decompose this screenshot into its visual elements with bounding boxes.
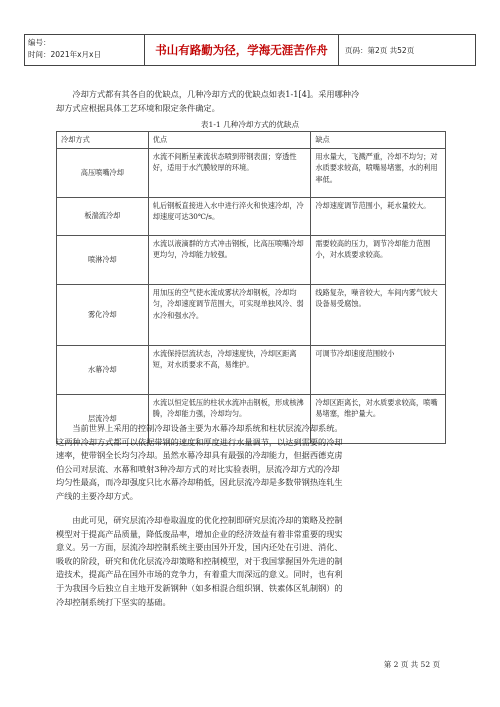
paragraph-significance bbox=[56, 514, 446, 609]
paragraph-line: 于为我国今后独立自主地开发新钢种（如多相混合组织钢、铁素体区轧制钢）的 bbox=[56, 582, 343, 593]
advantage-cell: 水流以液滴群的方式冲击钢板，比高压喷嘴冷却更均匀，冷却能力较强。 bbox=[148, 235, 311, 284]
disadvantage-cell: 需要较高的压力，调节冷却能力范围小，对水质要求较高。 bbox=[311, 235, 446, 284]
paragraph-line: 吸收的阶段，研究和优化层流冷却策略和控制模型，对于我国掌握国外先进的制 bbox=[56, 555, 343, 566]
table-row bbox=[57, 284, 446, 345]
table-caption: 表1-1 几种冷却方式的优缺点 bbox=[200, 120, 300, 129]
table-header-row bbox=[57, 132, 446, 149]
header-meta bbox=[25, 35, 145, 65]
table-row bbox=[57, 235, 446, 284]
header-cell-disadvantages: 缺点 bbox=[311, 132, 446, 149]
disadvantage-cell: 可调节冷却速度范围较小 bbox=[311, 345, 446, 394]
method-cell: 高压喷嘴冷却 bbox=[57, 148, 149, 197]
page-footer: 第 2 页 共 52 页 bbox=[383, 660, 440, 669]
intro-line-1: 冷却方式都有其各自的优缺点，几种冷却方式的优缺点如表1-1[4]。采用哪种冷 bbox=[72, 89, 360, 99]
disadvantage-cell: 用水量大，飞溅严重，冷却不均匀；对水质要求较高，喷嘴易堵塞，水的利用率低。 bbox=[311, 148, 446, 197]
document-number-label: 编号： bbox=[28, 38, 51, 47]
paragraph-line: 模型对于提高产品质量，降低废品率，增加企业的经济效益有着非常重要的现实 bbox=[56, 528, 343, 539]
advantage-cell: 水流保持层流状态，冷却速度快，冷却区距离短，对水质要求不高，易维护。 bbox=[148, 345, 311, 394]
header-motto: 书山有路勤为径，学海无涯苦作舟 bbox=[145, 35, 339, 65]
paragraph-line: 由此可见，研究层流冷却卷取温度的优化控制即研究层流冷却的策略及控制 bbox=[72, 515, 343, 525]
advantage-cell: 轧后钢板直接进入水中进行淬火和快速冷却，冷却速度可达30℃/s。 bbox=[148, 197, 311, 235]
disadvantage-cell: 线路复杂，噪音较大，车间内雾气较大设备易受腐蚀。 bbox=[311, 284, 446, 345]
method-cell: 喷淋冷却 bbox=[57, 235, 149, 284]
paragraph-line: 产线的主要冷却方式。 bbox=[56, 490, 138, 501]
paragraph-line: 这两种冷却方式都可以依据带钢的速度和厚度进行水量调节，以达到需要的冷却 bbox=[56, 436, 343, 447]
page-header bbox=[24, 34, 476, 66]
intro-line-2: 却方式应根据具体工艺环境和限定条件确定。 bbox=[56, 102, 220, 113]
advantage-cell: 水流不间断呈紊流状态喷到带钢表面；穿透性好，适用于水汽膜较厚的环境。 bbox=[148, 148, 311, 197]
header-cell-method: 冷却方式 bbox=[57, 132, 149, 149]
method-cell: 水幕冷却 bbox=[57, 345, 149, 394]
intro-paragraph bbox=[56, 88, 446, 115]
method-cell: 板湍流冷却 bbox=[57, 197, 149, 235]
header-page-info: 页码：第2页 共52页 bbox=[345, 45, 415, 55]
paragraph-line: 伯公司对层流、水幕和喷射3种冷却方式的对比实验表明，层流冷却方式的冷却 bbox=[56, 463, 340, 474]
paragraph-line: 意义。另一方面，层流冷却控制系统主要由国外开发，国内还处在引进、消化、 bbox=[56, 542, 343, 553]
disadvantage-cell: 冷却速度调节范围小，耗水量较大。 bbox=[311, 197, 446, 235]
advantage-cell: 用加压的空气使水流成雾状冷却钢板，冷却均匀，冷却速度调节范围大，可实现单独风冷、弱水冷和强水冷。 bbox=[148, 284, 311, 345]
paragraph-line: 造技术，提高产品在国外市场的竞争力，有着重大而深远的意义。同时，也有利 bbox=[56, 569, 343, 580]
document-time: 时间：2021年x月x日 bbox=[28, 50, 101, 59]
paragraph-line: 当前世界上采用的控制冷却设备主要为水幕冷却系统和柱状层流冷却系统。 bbox=[72, 423, 343, 433]
paragraph-line: 速率，使带钢全长均匀冷却。虽然水幕冷却具有最强的冷却能力，但据西德克虏 bbox=[56, 450, 343, 461]
table-row bbox=[57, 148, 446, 197]
table-row bbox=[57, 197, 446, 235]
method-cell: 雾化冷却 bbox=[57, 284, 149, 345]
table-row bbox=[57, 345, 446, 394]
paragraph-line: 均匀性最高，而冷却强度只比水幕冷却稍低，因此层流冷却是多数带钢热连轧生 bbox=[56, 477, 343, 488]
advantage-cell: 水流以恒定低压的柱状水流冲击钢板，形成核沸腾，冷却能力强，冷却均匀。 bbox=[148, 394, 311, 443]
header-cell-advantages: 优点 bbox=[148, 132, 311, 149]
paragraph-line: 冷却控制系统打下坚实的基础。 bbox=[56, 596, 171, 607]
cooling-methods-table bbox=[56, 131, 446, 444]
method-cell: 层流冷却 bbox=[57, 394, 149, 443]
paragraph-cooling-systems bbox=[56, 422, 446, 504]
disadvantage-cell: 冷却区距离长，对水质要求较高，喷嘴易堵塞，维护量大。 bbox=[311, 394, 446, 443]
